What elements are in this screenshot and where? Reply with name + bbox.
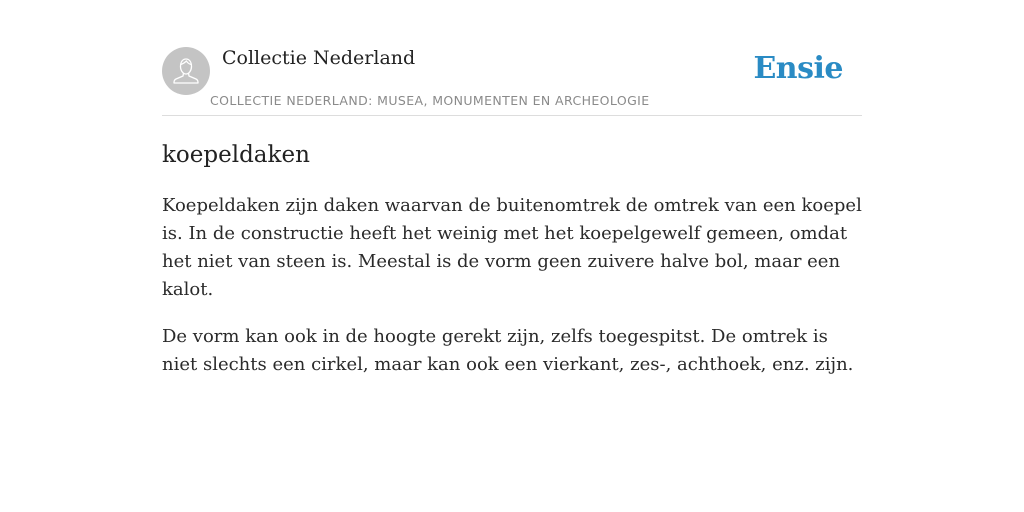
entry-title: koepeldaken bbox=[162, 142, 310, 168]
entry-body bbox=[162, 192, 862, 398]
entry-header bbox=[162, 0, 862, 116]
author-name[interactable]: Collectie Nederland bbox=[222, 47, 416, 69]
author-avatar[interactable] bbox=[162, 47, 210, 95]
entry-paragraph: De vorm kan ook in de hoogte gerekt zijn, zelfs toegespitst. De omtrek is niet slechts een cirkel, maar kan ook een vierkant, zes-, achthoek, enz. zijn. bbox=[162, 326, 854, 375]
collection-subtitle[interactable]: COLLECTIE NEDERLAND: MUSEA, MONUMENTEN EN ARCHEOLOGIE bbox=[210, 93, 650, 108]
entry-paragraph: Koepeldaken zijn daken waarvan de buitenomtrek de omtrek van een koepel is. In de constructie heeft het weinig met het koepelgewelf gemeen, omdat het niet van steen is. Meestal is de vorm geen zuivere halve bol, maar een kalot. bbox=[162, 195, 862, 300]
entry-card bbox=[162, 0, 862, 512]
user-silhouette-icon bbox=[162, 47, 210, 95]
brand-logo[interactable]: Ensie bbox=[753, 51, 843, 86]
